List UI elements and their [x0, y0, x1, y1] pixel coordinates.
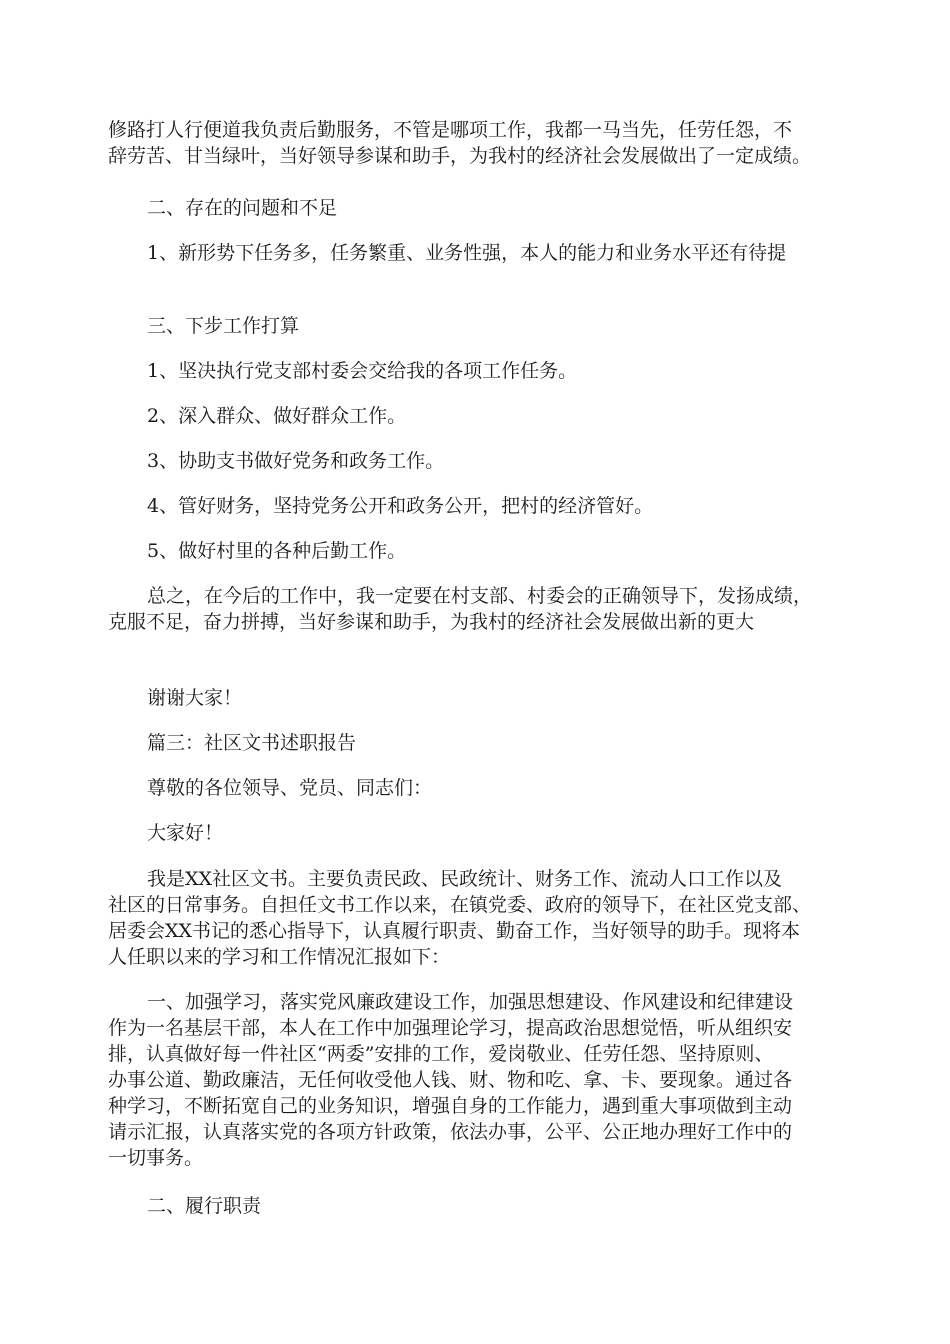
- problem-item-1: [108, 240, 892, 266]
- text-line: 尊敬的各位领导、党员、同志们：: [147, 777, 433, 799]
- salutation: [108, 775, 892, 801]
- text-line: 排，认真做好每一件社区“两委”安排的工作，爱岗敬业、任劳任怨、坚持原则、: [108, 1043, 774, 1065]
- text-line: 5、做好村里的各种后勤工作。: [147, 540, 407, 562]
- text-line: 辞劳苦、甘当绿叶，当好领导参谋和助手，为我村的经济社会发展做出了一定成绩。: [108, 145, 812, 167]
- text-line: 一、加强学习，落实党风廉政建设工作，加强思想建设、作风建设和纪律建设: [147, 991, 794, 1013]
- text-line: 二、存在的问题和不足: [147, 197, 338, 219]
- text-line: 大家好！: [147, 822, 224, 844]
- text-line: 一切事务。: [108, 1147, 204, 1169]
- text-line: 谢谢大家！: [147, 687, 243, 709]
- text-line: 人任职以来的学习和工作情况汇报如下：: [108, 946, 451, 968]
- text-line: 1、新形势下任务多，任务繁重、业务性强，本人的能力和业务水平还有待提: [147, 242, 787, 264]
- paragraph-conclusion: [108, 583, 853, 635]
- section-heading-duties: [108, 1193, 892, 1219]
- chapter-title: [108, 730, 892, 756]
- text-line: 请示汇报，认真落实党的各项方针政策，依法办事，公平、公正地办理好工作中的: [108, 1121, 793, 1143]
- paragraph-continuation: [108, 117, 853, 169]
- text-line: 三、下步工作打算: [147, 315, 300, 337]
- text-line: 总之，在今后的工作中，我一定要在村支部、村委会的正确领导下，发扬成绩，: [147, 585, 813, 607]
- text-line: 我是XX社区文书。主要负责民政、民政统计、财务工作、流动人口工作以及: [147, 868, 783, 890]
- section-heading-next-steps: [108, 313, 892, 339]
- plan-item-1: [108, 358, 892, 384]
- text-line: 修路打人行便道我负责后勤服务，不管是哪项工作，我都一马当先，任劳任怨，不: [108, 119, 793, 141]
- thanks-line: [108, 685, 892, 711]
- plan-item-2: [108, 403, 892, 429]
- text-line: 二、履行职责: [147, 1195, 262, 1217]
- text-line: 1、坚决执行党支部村委会交给我的各项工作任务。: [147, 360, 578, 382]
- paragraph-introduction: [108, 866, 853, 970]
- text-line: 作为一名基层干部，本人在工作中加强理论学习，提高政治思想觉悟，听从组织安: [108, 1017, 793, 1039]
- plan-item-3: [108, 448, 892, 474]
- section-heading-problems: [108, 195, 892, 221]
- text-line: 办事公道、勤政廉洁，无任何收受他人钱、财、物和吃、拿、卡、要现象。通过各: [108, 1069, 793, 1091]
- greeting: [108, 820, 892, 846]
- text-line: 居委会XX书记的悉心指导下，认真履行职责、勤奋工作，当好领导的助手。现将本: [108, 920, 801, 942]
- text-line: 种学习，不断拓宽自己的业务知识，增强自身的工作能力，遇到重大事项做到主动: [108, 1095, 793, 1117]
- plan-item-5: [108, 538, 892, 564]
- text-line: 3、协助支书做好党务和政务工作。: [147, 450, 445, 472]
- text-line: 篇三：社区文书述职报告: [147, 732, 357, 754]
- text-line: 社区的日常事务。自担任文书工作以来，在镇党委、政府的领导下，在社区党支部、: [108, 894, 812, 916]
- paragraph-study: [108, 989, 853, 1171]
- text-line: 2、深入群众、做好群众工作。: [147, 405, 407, 427]
- text-line: 4、管好财务，坚持党务公开和政务公开，把村的经济管好。: [147, 495, 654, 517]
- text-line: 克服不足，奋力拼搏，当好参谋和助手，为我村的经济社会发展做出新的更大: [108, 611, 755, 633]
- plan-item-4: [108, 493, 892, 519]
